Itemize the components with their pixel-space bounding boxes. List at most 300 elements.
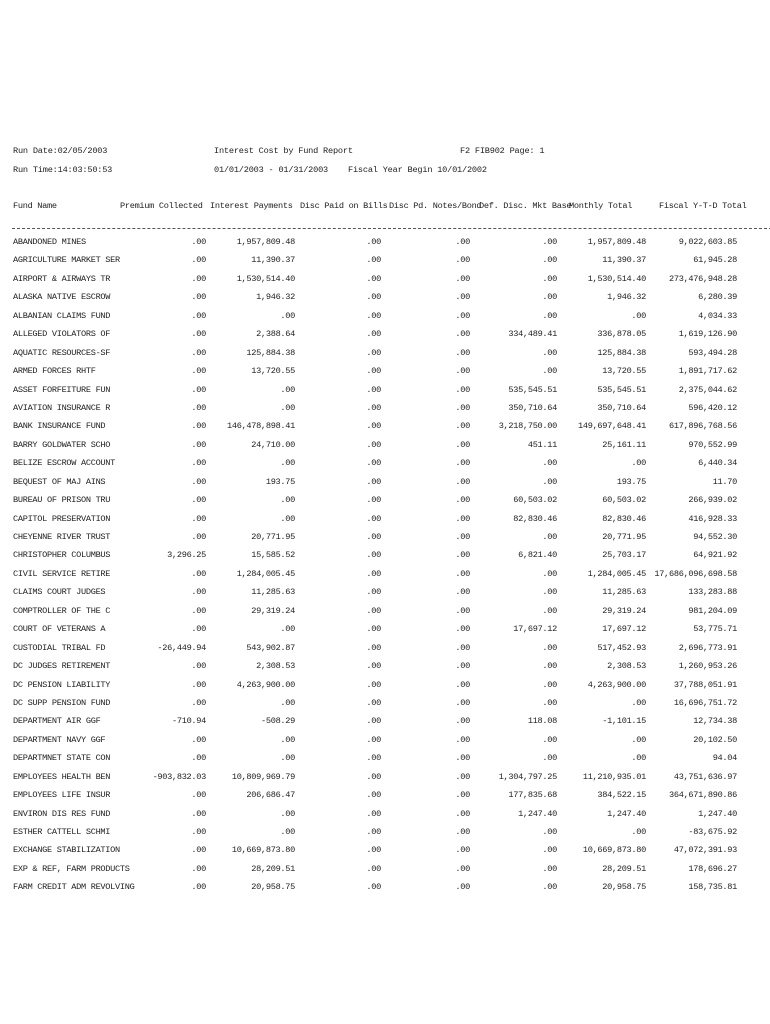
cell-fund-name: EXP & REF, FARM PRODUCTS bbox=[13, 863, 130, 874]
cell-def-disc-mkt-base: 17,697.12 bbox=[513, 624, 557, 635]
cell-interest-payments: 13,720.55 bbox=[251, 366, 295, 377]
cell-interest-payments: .00 bbox=[280, 753, 295, 764]
cell-def-disc-mkt-base: .00 bbox=[542, 845, 557, 856]
cell-premium-collected: .00 bbox=[191, 273, 206, 284]
cell-disc-paid-on-bills: .00 bbox=[366, 771, 381, 782]
cell-fund-name: BARRY GOLDWATER SCHO bbox=[13, 439, 111, 450]
cell-monthly-total: 17,697.12 bbox=[602, 624, 646, 635]
cell-monthly-total: 11,210,935.01 bbox=[582, 771, 646, 782]
cell-fiscal-ytd-total: 1,260,953.26 bbox=[678, 661, 737, 672]
cell-interest-payments: 4,263,900.00 bbox=[236, 679, 295, 690]
cell-interest-payments: 10,809,969.79 bbox=[231, 771, 295, 782]
cell-monthly-total: .00 bbox=[631, 734, 646, 745]
col-header-premium-collected: Premium Collected bbox=[120, 201, 203, 211]
cell-disc-paid-on-bills: .00 bbox=[366, 402, 381, 413]
cell-disc-pd-notes-bond: .00 bbox=[455, 587, 470, 598]
table-row bbox=[0, 454, 770, 472]
cell-disc-paid-on-bills: .00 bbox=[366, 863, 381, 874]
cell-monthly-total: 384,522.15 bbox=[597, 790, 646, 801]
col-header-def-disc-mkt-base: Def. Disc. Mkt Base bbox=[479, 201, 572, 211]
cell-def-disc-mkt-base: .00 bbox=[542, 255, 557, 266]
cell-disc-paid-on-bills: .00 bbox=[366, 661, 381, 672]
cell-disc-pd-notes-bond: .00 bbox=[455, 273, 470, 284]
cell-fund-name: EXCHANGE STABILIZATION bbox=[13, 845, 120, 856]
table-row bbox=[0, 823, 770, 841]
cell-monthly-total: .00 bbox=[631, 697, 646, 708]
cell-fiscal-ytd-total: 64,921.92 bbox=[693, 550, 737, 561]
cell-interest-payments: 1,957,809.48 bbox=[236, 237, 295, 247]
cell-interest-payments: .00 bbox=[280, 458, 295, 469]
cell-disc-paid-on-bills: .00 bbox=[366, 827, 381, 837]
table-row bbox=[0, 878, 770, 896]
cell-fund-name: ENVIRON DIS RES FUND bbox=[13, 808, 111, 819]
table-row bbox=[0, 712, 770, 730]
cell-premium-collected: .00 bbox=[191, 827, 206, 837]
cell-fund-name: CIVIL SERVICE RETIRE bbox=[13, 568, 111, 579]
cell-fund-name: ARMED FORCES RHTF bbox=[13, 366, 96, 377]
cell-fiscal-ytd-total: 12,734.38 bbox=[693, 716, 737, 727]
cell-monthly-total: 350,710.64 bbox=[597, 402, 646, 413]
cell-def-disc-mkt-base: .00 bbox=[542, 605, 557, 616]
col-header-disc-pd-notes-bond: Disc Pd. Notes/Bond bbox=[389, 201, 482, 211]
cell-def-disc-mkt-base: 334,489.41 bbox=[508, 329, 557, 340]
cell-fiscal-ytd-total: 2,696,773.91 bbox=[678, 642, 737, 653]
cell-monthly-total: 25,161.11 bbox=[602, 439, 646, 450]
cell-disc-paid-on-bills: .00 bbox=[366, 310, 381, 321]
cell-disc-paid-on-bills: .00 bbox=[366, 513, 381, 524]
cell-disc-paid-on-bills: .00 bbox=[366, 882, 381, 893]
table-row bbox=[0, 639, 770, 657]
cell-premium-collected: .00 bbox=[191, 347, 206, 358]
cell-disc-pd-notes-bond: .00 bbox=[455, 550, 470, 561]
cell-fiscal-ytd-total: 9,022,603.85 bbox=[678, 237, 737, 247]
cell-monthly-total: 82,830.46 bbox=[602, 513, 646, 524]
cell-disc-pd-notes-bond: .00 bbox=[455, 532, 470, 542]
cell-premium-collected: .00 bbox=[191, 697, 206, 708]
header-divider bbox=[12, 228, 770, 229]
cell-interest-payments: .00 bbox=[280, 402, 295, 413]
table-row bbox=[0, 307, 770, 325]
date-range: 01/01/2003 - 01/31/2003 bbox=[214, 165, 329, 175]
cell-premium-collected: .00 bbox=[191, 476, 206, 487]
cell-premium-collected: .00 bbox=[191, 790, 206, 801]
cell-fund-name: DEPARTMENT NAVY GGF bbox=[13, 734, 106, 745]
table-row bbox=[0, 805, 770, 823]
cell-premium-collected: .00 bbox=[191, 679, 206, 690]
table-row bbox=[0, 288, 770, 306]
cell-disc-paid-on-bills: .00 bbox=[366, 458, 381, 469]
col-header-disc-paid-on-bills: Disc Paid on Bills bbox=[300, 201, 388, 211]
cell-fiscal-ytd-total: 1,247.40 bbox=[698, 808, 737, 819]
cell-disc-pd-notes-bond: .00 bbox=[455, 255, 470, 266]
table-row bbox=[0, 657, 770, 675]
cell-fund-name: AVIATION INSURANCE R bbox=[13, 402, 111, 413]
cell-disc-pd-notes-bond: .00 bbox=[455, 605, 470, 616]
cell-premium-collected: .00 bbox=[191, 882, 206, 893]
table-row bbox=[0, 417, 770, 435]
cell-disc-pd-notes-bond: .00 bbox=[455, 716, 470, 727]
cell-disc-pd-notes-bond: .00 bbox=[455, 624, 470, 635]
cell-disc-pd-notes-bond: .00 bbox=[455, 310, 470, 321]
cell-fiscal-ytd-total: 158,735.81 bbox=[688, 882, 737, 893]
cell-def-disc-mkt-base: .00 bbox=[542, 476, 557, 487]
cell-def-disc-mkt-base: .00 bbox=[542, 366, 557, 377]
table-row bbox=[0, 399, 770, 417]
cell-fund-name: BANK INSURANCE FUND bbox=[13, 421, 106, 432]
cell-disc-paid-on-bills: .00 bbox=[366, 845, 381, 856]
cell-disc-paid-on-bills: .00 bbox=[366, 716, 381, 727]
table-row bbox=[0, 381, 770, 399]
cell-def-disc-mkt-base: .00 bbox=[542, 863, 557, 874]
cell-premium-collected: -26,449.94 bbox=[157, 642, 206, 653]
cell-disc-paid-on-bills: .00 bbox=[366, 384, 381, 395]
cell-fiscal-ytd-total: 94.04 bbox=[712, 753, 737, 764]
cell-disc-paid-on-bills: .00 bbox=[366, 421, 381, 432]
table-row bbox=[0, 344, 770, 362]
cell-fund-name: ALBANIAN CLAIMS FUND bbox=[13, 310, 111, 321]
cell-interest-payments: 125,884.38 bbox=[246, 347, 295, 358]
cell-disc-pd-notes-bond: .00 bbox=[455, 679, 470, 690]
cell-fund-name: DEPARTMNET STATE CON bbox=[13, 753, 111, 764]
table-row bbox=[0, 491, 770, 509]
cell-disc-pd-notes-bond: .00 bbox=[455, 863, 470, 874]
cell-monthly-total: .00 bbox=[631, 753, 646, 764]
table-row bbox=[0, 841, 770, 859]
cell-disc-pd-notes-bond: .00 bbox=[455, 366, 470, 377]
table-row bbox=[0, 546, 770, 564]
cell-fund-name: AGRICULTURE MARKET SER bbox=[13, 255, 120, 266]
cell-disc-paid-on-bills: .00 bbox=[366, 366, 381, 377]
cell-monthly-total: 60,503.02 bbox=[602, 495, 646, 506]
cell-premium-collected: .00 bbox=[191, 753, 206, 764]
cell-premium-collected: .00 bbox=[191, 845, 206, 856]
cell-def-disc-mkt-base: 350,710.64 bbox=[508, 402, 557, 413]
cell-def-disc-mkt-base: .00 bbox=[542, 310, 557, 321]
cell-disc-pd-notes-bond: .00 bbox=[455, 568, 470, 579]
cell-disc-pd-notes-bond: .00 bbox=[455, 402, 470, 413]
cell-premium-collected: -710.94 bbox=[172, 716, 206, 727]
table-row bbox=[0, 786, 770, 804]
cell-disc-pd-notes-bond: .00 bbox=[455, 421, 470, 432]
cell-interest-payments: 28,209.51 bbox=[251, 863, 295, 874]
table-row bbox=[0, 694, 770, 712]
cell-monthly-total: 517,452.93 bbox=[597, 642, 646, 653]
cell-fiscal-ytd-total: 47,072,391.93 bbox=[673, 845, 737, 856]
cell-fiscal-ytd-total: 273,476,948.28 bbox=[669, 273, 737, 284]
cell-fiscal-ytd-total: 20,102.50 bbox=[693, 734, 737, 745]
cell-monthly-total: 10,669,873.80 bbox=[582, 845, 646, 856]
cell-fiscal-ytd-total: 416,928.33 bbox=[688, 513, 737, 524]
cell-fiscal-ytd-total: 16,696,751.72 bbox=[673, 697, 737, 708]
table-row bbox=[0, 270, 770, 288]
cell-disc-paid-on-bills: .00 bbox=[366, 790, 381, 801]
cell-monthly-total: 4,263,900.00 bbox=[587, 679, 646, 690]
cell-fiscal-ytd-total: 617,896,768.56 bbox=[669, 421, 737, 432]
cell-premium-collected: .00 bbox=[191, 439, 206, 450]
cell-fund-name: DC SUPP PENSION FUND bbox=[13, 697, 111, 708]
cell-fiscal-ytd-total: 364,671,890.86 bbox=[669, 790, 737, 801]
cell-disc-pd-notes-bond: .00 bbox=[455, 476, 470, 487]
cell-disc-paid-on-bills: .00 bbox=[366, 439, 381, 450]
cell-fiscal-ytd-total: 593,494.28 bbox=[688, 347, 737, 358]
cell-def-disc-mkt-base: 60,503.02 bbox=[513, 495, 557, 506]
cell-interest-payments: 2,308.53 bbox=[256, 661, 295, 672]
cell-fund-name: BEQUEST OF MAJ AINS bbox=[13, 476, 106, 487]
cell-disc-pd-notes-bond: .00 bbox=[455, 495, 470, 506]
cell-disc-paid-on-bills: .00 bbox=[366, 697, 381, 708]
cell-monthly-total: 29,319.24 bbox=[602, 605, 646, 616]
cell-fiscal-ytd-total: 6,280.39 bbox=[698, 292, 737, 303]
cell-disc-paid-on-bills: .00 bbox=[366, 753, 381, 764]
cell-fund-name: COMPTROLLER OF THE C bbox=[13, 605, 111, 616]
cell-disc-paid-on-bills: .00 bbox=[366, 734, 381, 745]
cell-premium-collected: .00 bbox=[191, 384, 206, 395]
cell-interest-payments: 20,958.75 bbox=[251, 882, 295, 893]
cell-premium-collected: .00 bbox=[191, 568, 206, 579]
cell-premium-collected: .00 bbox=[191, 808, 206, 819]
cell-disc-paid-on-bills: .00 bbox=[366, 292, 381, 303]
cell-fund-name: AQUATIC RESOURCES-SF bbox=[13, 347, 111, 358]
cell-interest-payments: 193.75 bbox=[265, 476, 295, 487]
cell-interest-payments: .00 bbox=[280, 384, 295, 395]
cell-monthly-total: 1,247.40 bbox=[607, 808, 646, 819]
report-code: F2 FIB902 Page: 1 bbox=[460, 146, 545, 156]
cell-monthly-total: 1,530,514.40 bbox=[587, 273, 646, 284]
cell-disc-paid-on-bills: .00 bbox=[366, 329, 381, 340]
cell-interest-payments: -508.29 bbox=[261, 716, 295, 727]
cell-fiscal-ytd-total: 178,696.27 bbox=[688, 863, 737, 874]
table-row bbox=[0, 860, 770, 878]
cell-premium-collected: .00 bbox=[191, 532, 206, 542]
cell-fund-name: CUSTODIAL TRIBAL FD bbox=[13, 642, 106, 653]
report-title: Interest Cost by Fund Report bbox=[214, 146, 353, 156]
cell-interest-payments: 11,285.63 bbox=[251, 587, 295, 598]
cell-disc-paid-on-bills: .00 bbox=[366, 808, 381, 819]
cell-def-disc-mkt-base: .00 bbox=[542, 237, 557, 247]
fiscal-year-begin: Fiscal Year Begin 10/01/2002 bbox=[348, 165, 487, 175]
cell-premium-collected: .00 bbox=[191, 458, 206, 469]
cell-fiscal-ytd-total: 11.70 bbox=[712, 476, 737, 487]
cell-interest-payments: 1,530,514.40 bbox=[236, 273, 295, 284]
table-row bbox=[0, 528, 770, 546]
col-header-fiscal-ytd-total: Fiscal Y-T-D Total bbox=[659, 201, 747, 211]
cell-monthly-total: 336,878.05 bbox=[597, 329, 646, 340]
cell-def-disc-mkt-base: .00 bbox=[542, 532, 557, 542]
col-header-interest-payments: Interest Payments bbox=[210, 201, 293, 211]
cell-premium-collected: .00 bbox=[191, 310, 206, 321]
cell-fiscal-ytd-total: 266,939.02 bbox=[688, 495, 737, 506]
cell-disc-paid-on-bills: .00 bbox=[366, 347, 381, 358]
cell-fund-name: DC JUDGES RETIREMENT bbox=[13, 661, 111, 672]
cell-def-disc-mkt-base: .00 bbox=[542, 734, 557, 745]
cell-disc-pd-notes-bond: .00 bbox=[455, 790, 470, 801]
cell-monthly-total: 20,771.95 bbox=[602, 532, 646, 542]
cell-fiscal-ytd-total: 970,552.99 bbox=[688, 439, 737, 450]
table-row bbox=[0, 510, 770, 528]
cell-premium-collected: .00 bbox=[191, 329, 206, 340]
cell-monthly-total: .00 bbox=[631, 827, 646, 837]
cell-fund-name: ALLEGED VIOLATORS OF bbox=[13, 329, 111, 340]
cell-premium-collected: .00 bbox=[191, 495, 206, 506]
cell-interest-payments: .00 bbox=[280, 310, 295, 321]
cell-fund-name: EMPLOYEES HEALTH BEN bbox=[13, 771, 111, 782]
cell-disc-pd-notes-bond: .00 bbox=[455, 292, 470, 303]
cell-def-disc-mkt-base: .00 bbox=[542, 568, 557, 579]
cell-fiscal-ytd-total: 1,619,126.90 bbox=[678, 329, 737, 340]
cell-fund-name: COURT OF VETERANS A bbox=[13, 624, 106, 635]
cell-fiscal-ytd-total: 37,788,051.91 bbox=[673, 679, 737, 690]
table-row bbox=[0, 436, 770, 454]
fund-table-body bbox=[0, 233, 770, 897]
cell-monthly-total: 2,308.53 bbox=[607, 661, 646, 672]
cell-fund-name: ESTHER CATTELL SCHMI bbox=[13, 827, 111, 837]
cell-monthly-total: .00 bbox=[631, 458, 646, 469]
cell-interest-payments: 1,284,005.45 bbox=[236, 568, 295, 579]
cell-monthly-total: 20,958.75 bbox=[602, 882, 646, 893]
table-row bbox=[0, 676, 770, 694]
cell-def-disc-mkt-base: 3,218,750.00 bbox=[498, 421, 557, 432]
cell-def-disc-mkt-base: 1,304,797.25 bbox=[498, 771, 557, 782]
cell-fund-name: EMPLOYEES LIFE INSUR bbox=[13, 790, 111, 801]
cell-fiscal-ytd-total: 133,283.88 bbox=[688, 587, 737, 598]
cell-def-disc-mkt-base: .00 bbox=[542, 661, 557, 672]
run-date: Run Date:02/05/2003 bbox=[13, 146, 108, 156]
cell-def-disc-mkt-base: .00 bbox=[542, 753, 557, 764]
cell-fund-name: AIRPORT & AIRWAYS TR bbox=[13, 273, 111, 284]
cell-disc-pd-notes-bond: .00 bbox=[455, 329, 470, 340]
cell-fund-name: ABANDONED MINES bbox=[13, 237, 86, 247]
table-row bbox=[0, 473, 770, 491]
cell-def-disc-mkt-base: 82,830.46 bbox=[513, 513, 557, 524]
cell-premium-collected: .00 bbox=[191, 292, 206, 303]
cell-premium-collected: .00 bbox=[191, 587, 206, 598]
cell-disc-paid-on-bills: .00 bbox=[366, 532, 381, 542]
cell-interest-payments: 543,902.87 bbox=[246, 642, 295, 653]
cell-def-disc-mkt-base: .00 bbox=[542, 458, 557, 469]
cell-fiscal-ytd-total: 94,552.30 bbox=[693, 532, 737, 542]
cell-fund-name: ALASKA NATIVE ESCROW bbox=[13, 292, 111, 303]
cell-disc-pd-notes-bond: .00 bbox=[455, 827, 470, 837]
cell-monthly-total: .00 bbox=[631, 310, 646, 321]
cell-disc-paid-on-bills: .00 bbox=[366, 568, 381, 579]
cell-interest-payments: 11,390.37 bbox=[251, 255, 295, 266]
cell-fiscal-ytd-total: 6,440.34 bbox=[698, 458, 737, 469]
table-row bbox=[0, 768, 770, 786]
cell-premium-collected: .00 bbox=[191, 421, 206, 432]
cell-premium-collected: .00 bbox=[191, 863, 206, 874]
table-row bbox=[0, 749, 770, 767]
cell-interest-payments: .00 bbox=[280, 495, 295, 506]
cell-premium-collected: .00 bbox=[191, 402, 206, 413]
table-row bbox=[0, 583, 770, 601]
cell-disc-pd-notes-bond: .00 bbox=[455, 661, 470, 672]
cell-disc-paid-on-bills: .00 bbox=[366, 624, 381, 635]
cell-fiscal-ytd-total: 1,891,717.62 bbox=[678, 366, 737, 377]
cell-premium-collected: .00 bbox=[191, 237, 206, 247]
cell-fund-name: DEPARTMENT AIR GGF bbox=[13, 716, 101, 727]
cell-disc-pd-notes-bond: .00 bbox=[455, 808, 470, 819]
cell-fiscal-ytd-total: 596,420.12 bbox=[688, 402, 737, 413]
cell-def-disc-mkt-base: 1,247.40 bbox=[518, 808, 557, 819]
cell-premium-collected: .00 bbox=[191, 624, 206, 635]
cell-monthly-total: 193.75 bbox=[616, 476, 646, 487]
cell-interest-payments: .00 bbox=[280, 697, 295, 708]
cell-fiscal-ytd-total: 61,945.28 bbox=[693, 255, 737, 266]
cell-fund-name: DC PENSION LIABILITY bbox=[13, 679, 111, 690]
cell-premium-collected: .00 bbox=[191, 255, 206, 266]
cell-interest-payments: .00 bbox=[280, 827, 295, 837]
cell-def-disc-mkt-base: 451.11 bbox=[527, 439, 557, 450]
cell-fiscal-ytd-total: 981,204.09 bbox=[688, 605, 737, 616]
cell-disc-paid-on-bills: .00 bbox=[366, 495, 381, 506]
cell-disc-pd-notes-bond: .00 bbox=[455, 753, 470, 764]
cell-interest-payments: .00 bbox=[280, 808, 295, 819]
cell-disc-paid-on-bills: .00 bbox=[366, 587, 381, 598]
cell-disc-paid-on-bills: .00 bbox=[366, 273, 381, 284]
cell-monthly-total: 125,884.38 bbox=[597, 347, 646, 358]
cell-disc-paid-on-bills: .00 bbox=[366, 237, 381, 247]
cell-def-disc-mkt-base: .00 bbox=[542, 587, 557, 598]
cell-interest-payments: 15,585.52 bbox=[251, 550, 295, 561]
cell-fund-name: ASSET FORFEITURE FUN bbox=[13, 384, 111, 395]
cell-interest-payments: 1,946.32 bbox=[256, 292, 295, 303]
cell-disc-paid-on-bills: .00 bbox=[366, 679, 381, 690]
cell-monthly-total: 11,285.63 bbox=[602, 587, 646, 598]
cell-disc-pd-notes-bond: .00 bbox=[455, 771, 470, 782]
cell-fiscal-ytd-total: 53,775.71 bbox=[693, 624, 737, 635]
cell-disc-pd-notes-bond: .00 bbox=[455, 513, 470, 524]
cell-def-disc-mkt-base: .00 bbox=[542, 347, 557, 358]
cell-disc-paid-on-bills: .00 bbox=[366, 605, 381, 616]
cell-monthly-total: 535,545.51 bbox=[597, 384, 646, 395]
cell-fund-name: CAPITOL PRESERVATION bbox=[13, 513, 111, 524]
cell-interest-payments: 146,478,898.41 bbox=[227, 421, 295, 432]
cell-fund-name: CHEYENNE RIVER TRUST bbox=[13, 532, 111, 542]
table-row bbox=[0, 325, 770, 343]
cell-monthly-total: 25,703.17 bbox=[602, 550, 646, 561]
cell-def-disc-mkt-base: .00 bbox=[542, 827, 557, 837]
cell-premium-collected: .00 bbox=[191, 366, 206, 377]
cell-interest-payments: 206,686.47 bbox=[246, 790, 295, 801]
cell-monthly-total: -1,101.15 bbox=[602, 716, 646, 727]
cell-def-disc-mkt-base: .00 bbox=[542, 679, 557, 690]
cell-disc-pd-notes-bond: .00 bbox=[455, 734, 470, 745]
cell-premium-collected: -903,832.03 bbox=[152, 771, 206, 782]
table-row bbox=[0, 731, 770, 749]
cell-interest-payments: 2,388.64 bbox=[256, 329, 295, 340]
cell-def-disc-mkt-base: .00 bbox=[542, 292, 557, 303]
cell-disc-pd-notes-bond: .00 bbox=[455, 439, 470, 450]
cell-interest-payments: .00 bbox=[280, 513, 295, 524]
cell-interest-payments: 10,669,873.80 bbox=[231, 845, 295, 856]
cell-disc-pd-notes-bond: .00 bbox=[455, 697, 470, 708]
cell-def-disc-mkt-base: 6,821.40 bbox=[518, 550, 557, 561]
cell-monthly-total: 1,957,809.48 bbox=[587, 237, 646, 247]
cell-disc-paid-on-bills: .00 bbox=[366, 255, 381, 266]
table-row bbox=[0, 565, 770, 583]
cell-interest-payments: 20,771.95 bbox=[251, 532, 295, 542]
cell-fiscal-ytd-total: 43,751,636.97 bbox=[673, 771, 737, 782]
cell-def-disc-mkt-base: .00 bbox=[542, 273, 557, 284]
cell-monthly-total: 11,390.37 bbox=[602, 255, 646, 266]
cell-interest-payments: 24,710.00 bbox=[251, 439, 295, 450]
cell-disc-pd-notes-bond: .00 bbox=[455, 642, 470, 653]
cell-fiscal-ytd-total: 2,375,044.62 bbox=[678, 384, 737, 395]
cell-fund-name: BUREAU OF PRISON TRU bbox=[13, 495, 111, 506]
table-row bbox=[0, 233, 770, 251]
cell-def-disc-mkt-base: 177,835.68 bbox=[508, 790, 557, 801]
cell-premium-collected: .00 bbox=[191, 734, 206, 745]
